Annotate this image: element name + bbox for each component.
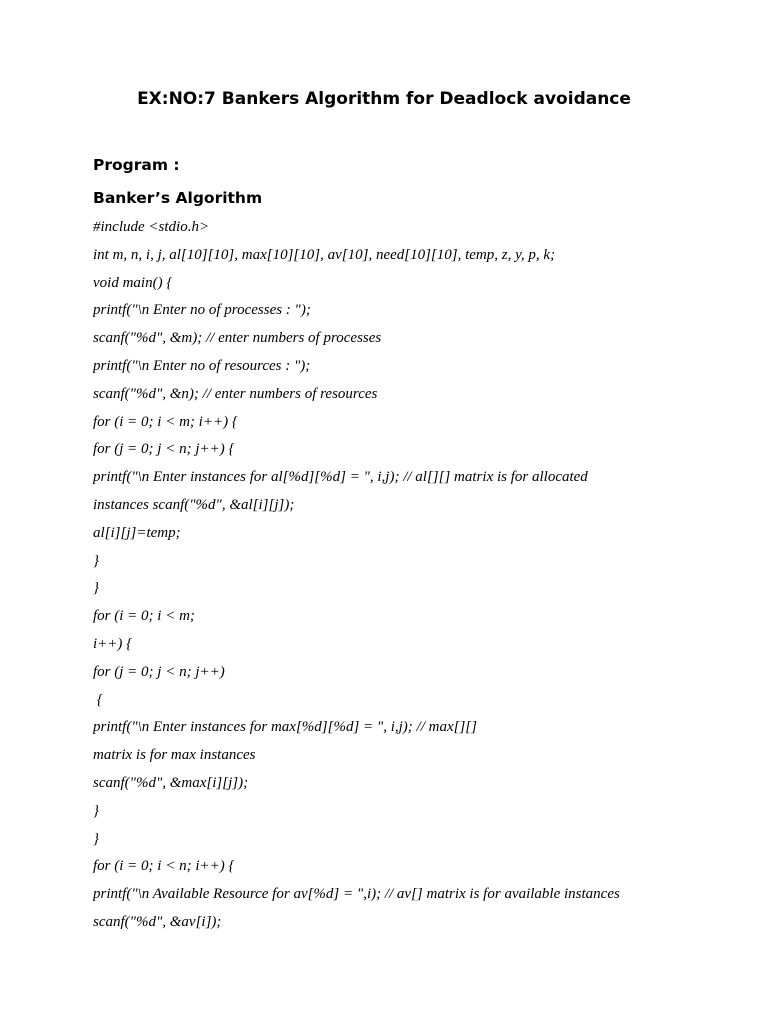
code-line: for (i = 0; i < m; i++) {	[93, 413, 238, 430]
code-line: scanf("%d", &m); // enter numbers of processes	[93, 330, 382, 347]
code-line: instances scanf("%d", &al[i][j]);	[93, 496, 295, 513]
code-line: }	[93, 802, 99, 819]
code-listing	[93, 214, 733, 937]
code-line: }	[93, 552, 99, 569]
code-line: printf("\n Enter no of resources : ");	[93, 357, 311, 374]
document-title: EX:NO:7 Bankers Algorithm for Deadlock avoidance	[137, 89, 631, 109]
code-line: int m, n, i, j, al[10][10], max[10][10], av[10], need[10][10], temp, z, y, p, k;	[93, 246, 556, 263]
code-line: i++) {	[93, 635, 133, 652]
code-line: scanf("%d", &av[i]);	[93, 913, 222, 930]
code-line: void main() {	[93, 274, 173, 291]
code-line: for (i = 0; i < n; i++) {	[93, 858, 235, 875]
code-line: printf("\n Available Resource for av[%d] = ",i); // av[] matrix is for available instances	[93, 886, 620, 903]
code-line: printf("\n Enter instances for max[%d][%d] = ", i,j); // max[][]	[93, 719, 477, 736]
code-line: scanf("%d", &max[i][j]);	[93, 774, 249, 791]
code-line: for (i = 0; i < m;	[93, 608, 195, 625]
algorithm-heading: Banker’s Algorithm	[93, 189, 263, 207]
code-line: {	[93, 691, 103, 708]
code-line: printf("\n Enter instances for al[%d][%d] = ", i,j); // al[][] matrix is for allocated	[93, 469, 588, 486]
code-line: printf("\n Enter no of processes : ");	[93, 302, 311, 319]
code-line: matrix is for max instances	[93, 747, 256, 764]
code-line: for (j = 0; j < n; j++)	[93, 663, 225, 680]
code-line: for (j = 0; j < n; j++) {	[93, 441, 235, 458]
code-line: }	[93, 830, 99, 847]
code-line: }	[93, 580, 99, 597]
code-line: #include <stdio.h>	[93, 219, 210, 235]
code-line: scanf("%d", &n); // enter numbers of resources	[93, 385, 378, 402]
program-heading: Program :	[93, 156, 180, 174]
code-line: al[i][j]=temp;	[93, 524, 181, 541]
